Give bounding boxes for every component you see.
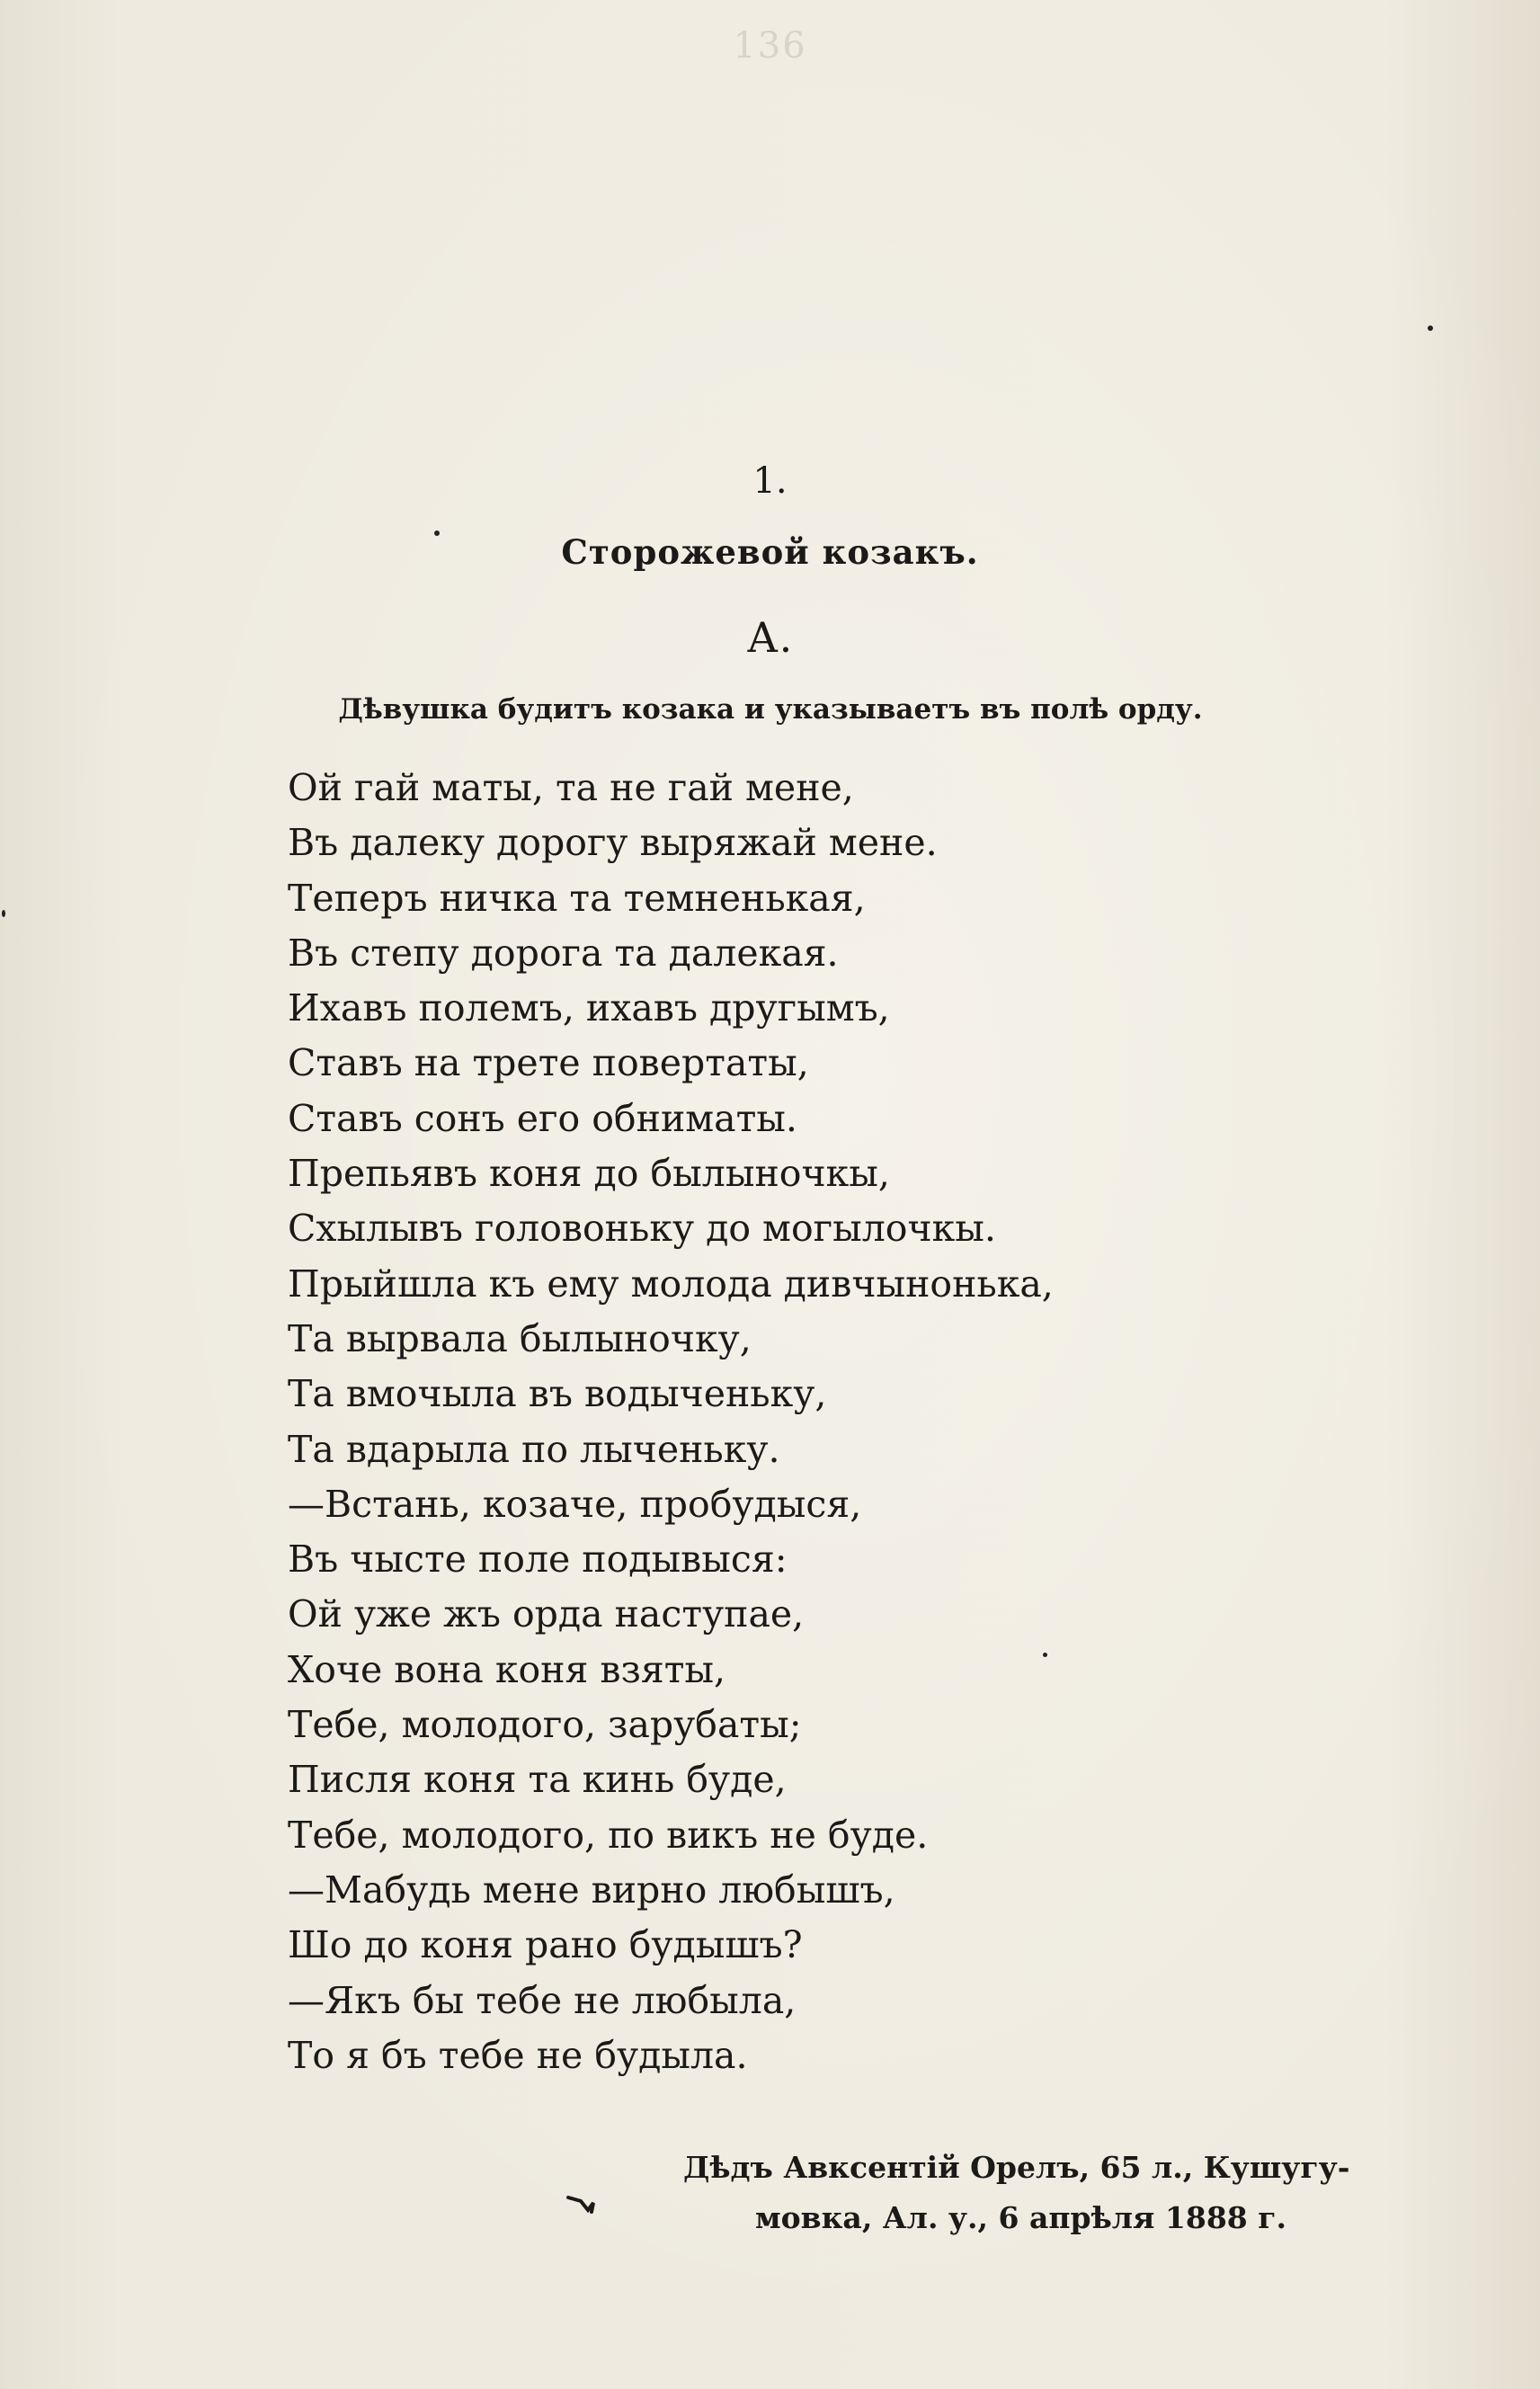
verse-line: Препьявъ коня до былыночкы, — [288, 1152, 890, 1196]
verse-line: Хоче вона коня взяты, — [288, 1647, 726, 1691]
ink-speck — [1043, 1653, 1047, 1657]
ink-speck — [434, 530, 440, 536]
verse-line: Та вмочыла въ водыченьку, — [288, 1372, 827, 1416]
verse-line: Схылывъ головоньку до могылочкы. — [288, 1207, 996, 1251]
verse-line: Теперъ ничка та темненькая, — [288, 876, 866, 920]
verse-line: То я бъ тебе не будыла. — [288, 2033, 748, 2077]
verse-line: Ставъ сонъ его обниматы. — [288, 1096, 797, 1140]
attribution-line: мовка, Ал. у., 6 апрѣля 1888 г. — [755, 2200, 1286, 2235]
page-number: 136 — [733, 25, 807, 67]
verse-line: Прыйшла къ ему молода дивчынонька, — [288, 1261, 1054, 1306]
verse-line: Въ степу дорога та далекая. — [288, 931, 839, 975]
song-number: 1. — [752, 460, 788, 502]
ink-speck — [2, 910, 5, 917]
verse-line: Ой гай маты, та не гай мене, — [288, 766, 854, 809]
verse-line: Въ чысте поле подывыся: — [288, 1538, 788, 1582]
verse-line: Тебе, молодого, зарубаты; — [288, 1703, 802, 1747]
ink-speck — [1428, 325, 1433, 331]
verse-line: Ой уже жъ орда наступае, — [288, 1592, 805, 1636]
song-subtitle: Дѣвушка будитъ козака и указываетъ въ полѣ орду. — [338, 693, 1203, 726]
attribution-line: Дѣдъ Авксентій Орелъ, 65 л., Кушугу- — [683, 2150, 1350, 2185]
verse-line: —Встань, козаче, пробудыся, — [288, 1482, 862, 1526]
verse-line: Ихавъ полемъ, ихавъ другымъ, — [288, 986, 890, 1030]
verse-line: Ставъ на трете повертаты, — [288, 1041, 809, 1085]
verse-line: Та вдарыла по лыченьку. — [288, 1427, 780, 1471]
verse-line: —Мабудь мене вирно любышъ, — [288, 1868, 895, 1912]
verse-line: Писля коня та кинь буде, — [288, 1758, 787, 1802]
verse-line: Тебе, молодого, по викъ не буде. — [288, 1813, 929, 1857]
source-attribution — [683, 2143, 1465, 2243]
verse-line: —Якъ бы тебе не любыла, — [288, 1978, 797, 2022]
song-title: Сторожевой козакъ. — [561, 532, 979, 572]
verse-block — [288, 761, 1054, 2083]
ink-mark-icon — [566, 2194, 610, 2215]
verse-line: Шо до коня рано будышъ? — [288, 1923, 803, 1967]
variant-letter: А. — [746, 613, 794, 662]
verse-line: Въ далеку дорогу выряжай мене. — [288, 821, 938, 865]
verse-line: Та вырвала былыночку, — [288, 1316, 752, 1360]
